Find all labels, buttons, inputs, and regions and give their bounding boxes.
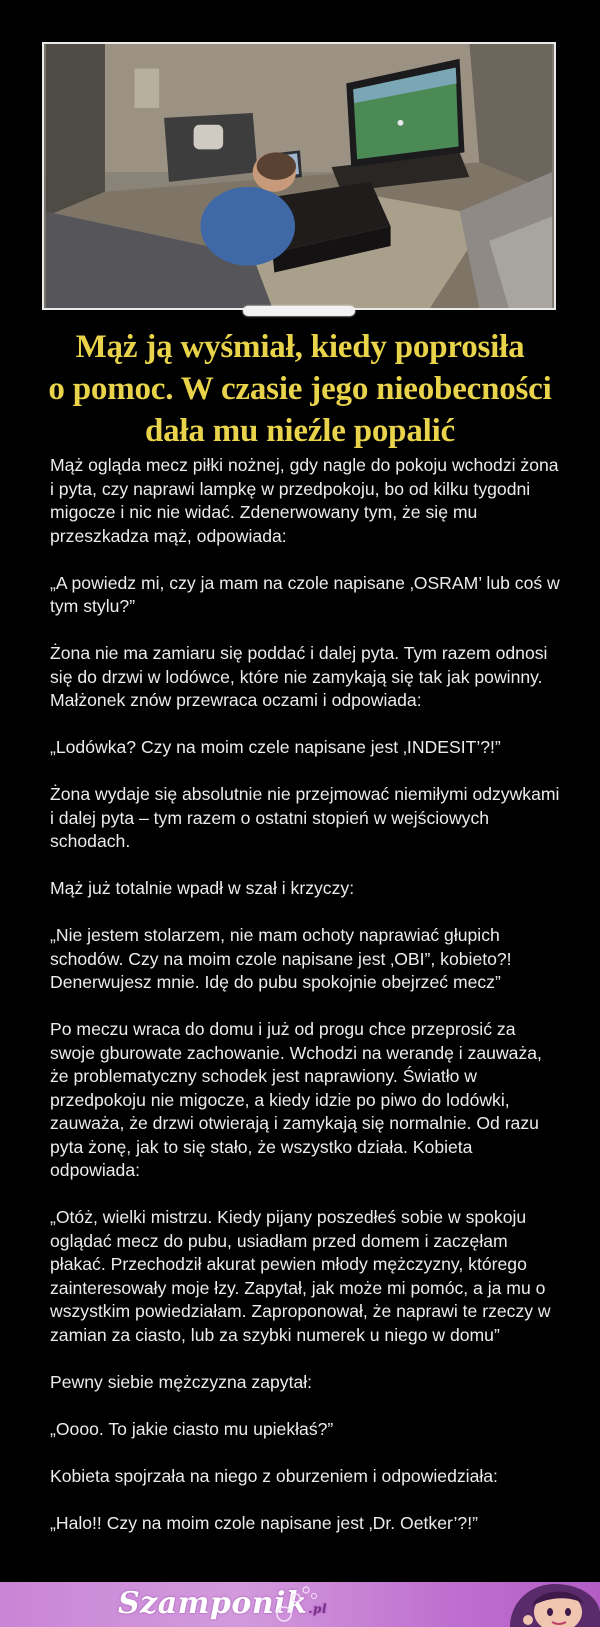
article-paragraph: „Nie jestem stolarzem, nie mam ochoty naprawiać głupich schodów. Czy na moim czole napisane jest ‚OBI”, kobieto?! Denerwujesz mnie. Idę do pubu spokojnie obejrzeć mecz” [50,925,512,992]
man-watching-football-photo [44,44,554,308]
article-headline [20,326,580,452]
article-paragraph: Kobieta spojrzała na niego z oburzeniem i odpowiedziała: [50,1465,498,1486]
article-paragraph: „Halo!! Czy na moim czole napisane jest ‚Dr. Oetker’?!” [50,1512,478,1533]
footer-brand-bar [0,1582,600,1627]
article-paragraph: „Lodówka? Czy na moim czele napisane jest ‚INDESIT’?!” [50,737,501,757]
bubbles-decoration-icon [270,1582,340,1627]
headline-line: dała mu nieźle popalić [144,413,456,449]
article-paragraph: Po meczu wraca do domu i już od progu chce przeprosić za swoje gburowate zachowanie. Wchodzi na werandę i zauważa, że problematyczny schodek jest naprawiony. Światło w przedpokoju nie migocze, a kiedy idzie po piwo do lodówki, zauważa, że drzwi otwierają i zamykają się normalnie. Od razu pyta żonę, jak to się stało, że wszystko działa. Kobieta odpowiada: [50,1019,542,1180]
article-body [50,454,560,1535]
site-logo-text: Szamponik [118,1586,308,1621]
cartoon-woman-icon [480,1582,600,1627]
site-logo-suffix: .pl [308,1602,328,1616]
article-paragraph: Mąż ogląda mecz piłki nożnej, gdy nagle do pokoju wchodzi żona i pyta, czy naprawi lampkę w przedpokoju, bo od kilku tygodni migocze i nic nie widać. Zdenerwowany tym, że się mu przeszkadza mąż, odpowiada: [50,455,559,546]
article-paragraph: Mąż już totalnie wpadł w szał i krzyczy: [50,878,355,898]
article-paragraph: Żona nie ma zamiaru się poddać i dalej pyta. Tym razem odnosi się do drzwi w lodówce, które nie zamykają się tak jak powinny. Małżonek znów przewraca oczami i odpowiada: [50,643,548,710]
article-photo [42,42,556,310]
article-paragraph: „Otóż, wielki mistrzu. Kiedy pijany poszedłeś sobie w spokoju oglądać mecz do pubu, usiadłam przed domem i zaczęłam płakać. Przechodził akurat pewien młody mężczyzny, którego zainteresowały moje łzy. Zapytał, jak może mi pomóc, a ja mu o wszystkim powiedziałam. Zaproponował, że naprawi te rzeczy w zamian za ciasto, lub za szybki numerek u niego w domu” [50,1207,551,1345]
headline-line: o pomoc. W czasie jego nieobecności [48,371,552,407]
headline-line: Mąż ją wyśmiał, kiedy poprosiła [75,329,525,365]
article-paragraph: „Oooo. To jakie ciasto mu upiekłaś?” [50,1418,334,1439]
photo-indicator [243,306,355,316]
article-paragraph: Pewny siebie mężczyzna zapytał: [50,1371,313,1392]
article-paragraph: Żona wydaje się absolutnie nie przejmować niemiłymi odzywkami i dalej pyta – tym razem o ostatni stopień w wejściowych schodach. [50,784,560,851]
article-paragraph: „A powiedz mi, czy ja mam na czole napisane ‚OSRAM’ lub coś w tym stylu?” [50,572,560,616]
